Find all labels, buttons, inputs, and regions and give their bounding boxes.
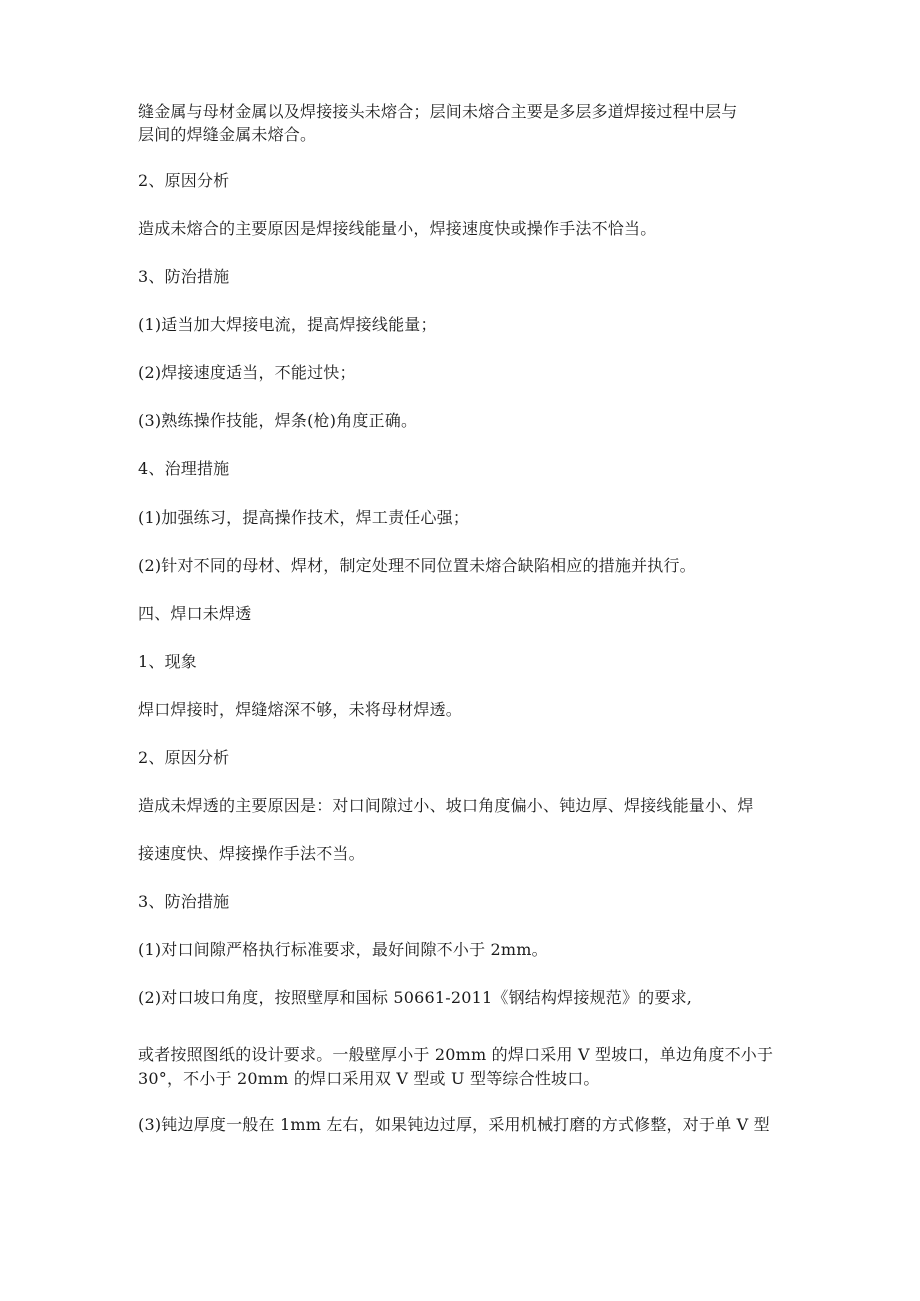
paragraph-line: 缝金属与母材金属以及焊接接头未熔合；层间未熔合主要是多层多道焊接过程中层与 <box>138 102 738 121</box>
list-item: (3)钝边厚度一般在 1mm 左右，如果钝边过厚，采用机械打磨的方式修整，对于单 V 型 <box>138 1115 770 1134</box>
paragraph-line: 30°，不小于 20mm 的焊口采用双 V 型或 U 型等综合性坡口。 <box>138 1069 600 1088</box>
paragraph-line: 层间的焊缝金属未熔合。 <box>138 125 317 144</box>
paragraph-line: 接速度快、焊接操作手法不当。 <box>138 844 365 863</box>
paragraph-line: 造成未焊透的主要原因是：对口间隙过小、坡口角度偏小、钝边厚、焊接线能量小、焊 <box>138 796 754 815</box>
chapter-heading: 四、焊口未焊透 <box>138 604 252 623</box>
section-heading: 4、治理措施 <box>138 459 230 478</box>
list-item: (2)焊接速度适当，不能过快； <box>138 363 356 382</box>
section-heading: 2、原因分析 <box>138 748 230 767</box>
list-item: (1)对口间隙严格执行标准要求，最好间隙不小于 2mm。 <box>138 940 548 959</box>
paragraph-line: 或者按照图纸的设计要求。一般壁厚小于 20mm 的焊口采用 V 型坡口，单边角度不小于 <box>138 1045 774 1064</box>
list-item: (1)适当加大焊接电流，提高焊接线能量； <box>138 315 437 334</box>
paragraph-line: 造成未熔合的主要原因是焊接线能量小，焊接速度快或操作手法不恰当。 <box>138 219 657 238</box>
section-heading: 1、现象 <box>138 652 197 671</box>
section-heading: 2、原因分析 <box>138 171 230 190</box>
list-item: (2)针对不同的母材、焊材，制定处理不同位置未熔合缺陷相应的措施并执行。 <box>138 556 696 575</box>
section-heading: 3、防治措施 <box>138 267 230 286</box>
section-heading: 3、防治措施 <box>138 892 230 911</box>
list-item: (3)熟练操作技能，焊条(枪)角度正确。 <box>138 411 418 430</box>
paragraph-line: 焊口焊接时，焊缝熔深不够，未将母材焊透。 <box>138 700 463 719</box>
list-item: (2)对口坡口角度，按照壁厚和国标 50661-2011《钢结构焊接规范》的要求, <box>138 988 693 1007</box>
list-item: (1)加强练习，提高操作技术，焊工责任心强； <box>138 508 470 527</box>
